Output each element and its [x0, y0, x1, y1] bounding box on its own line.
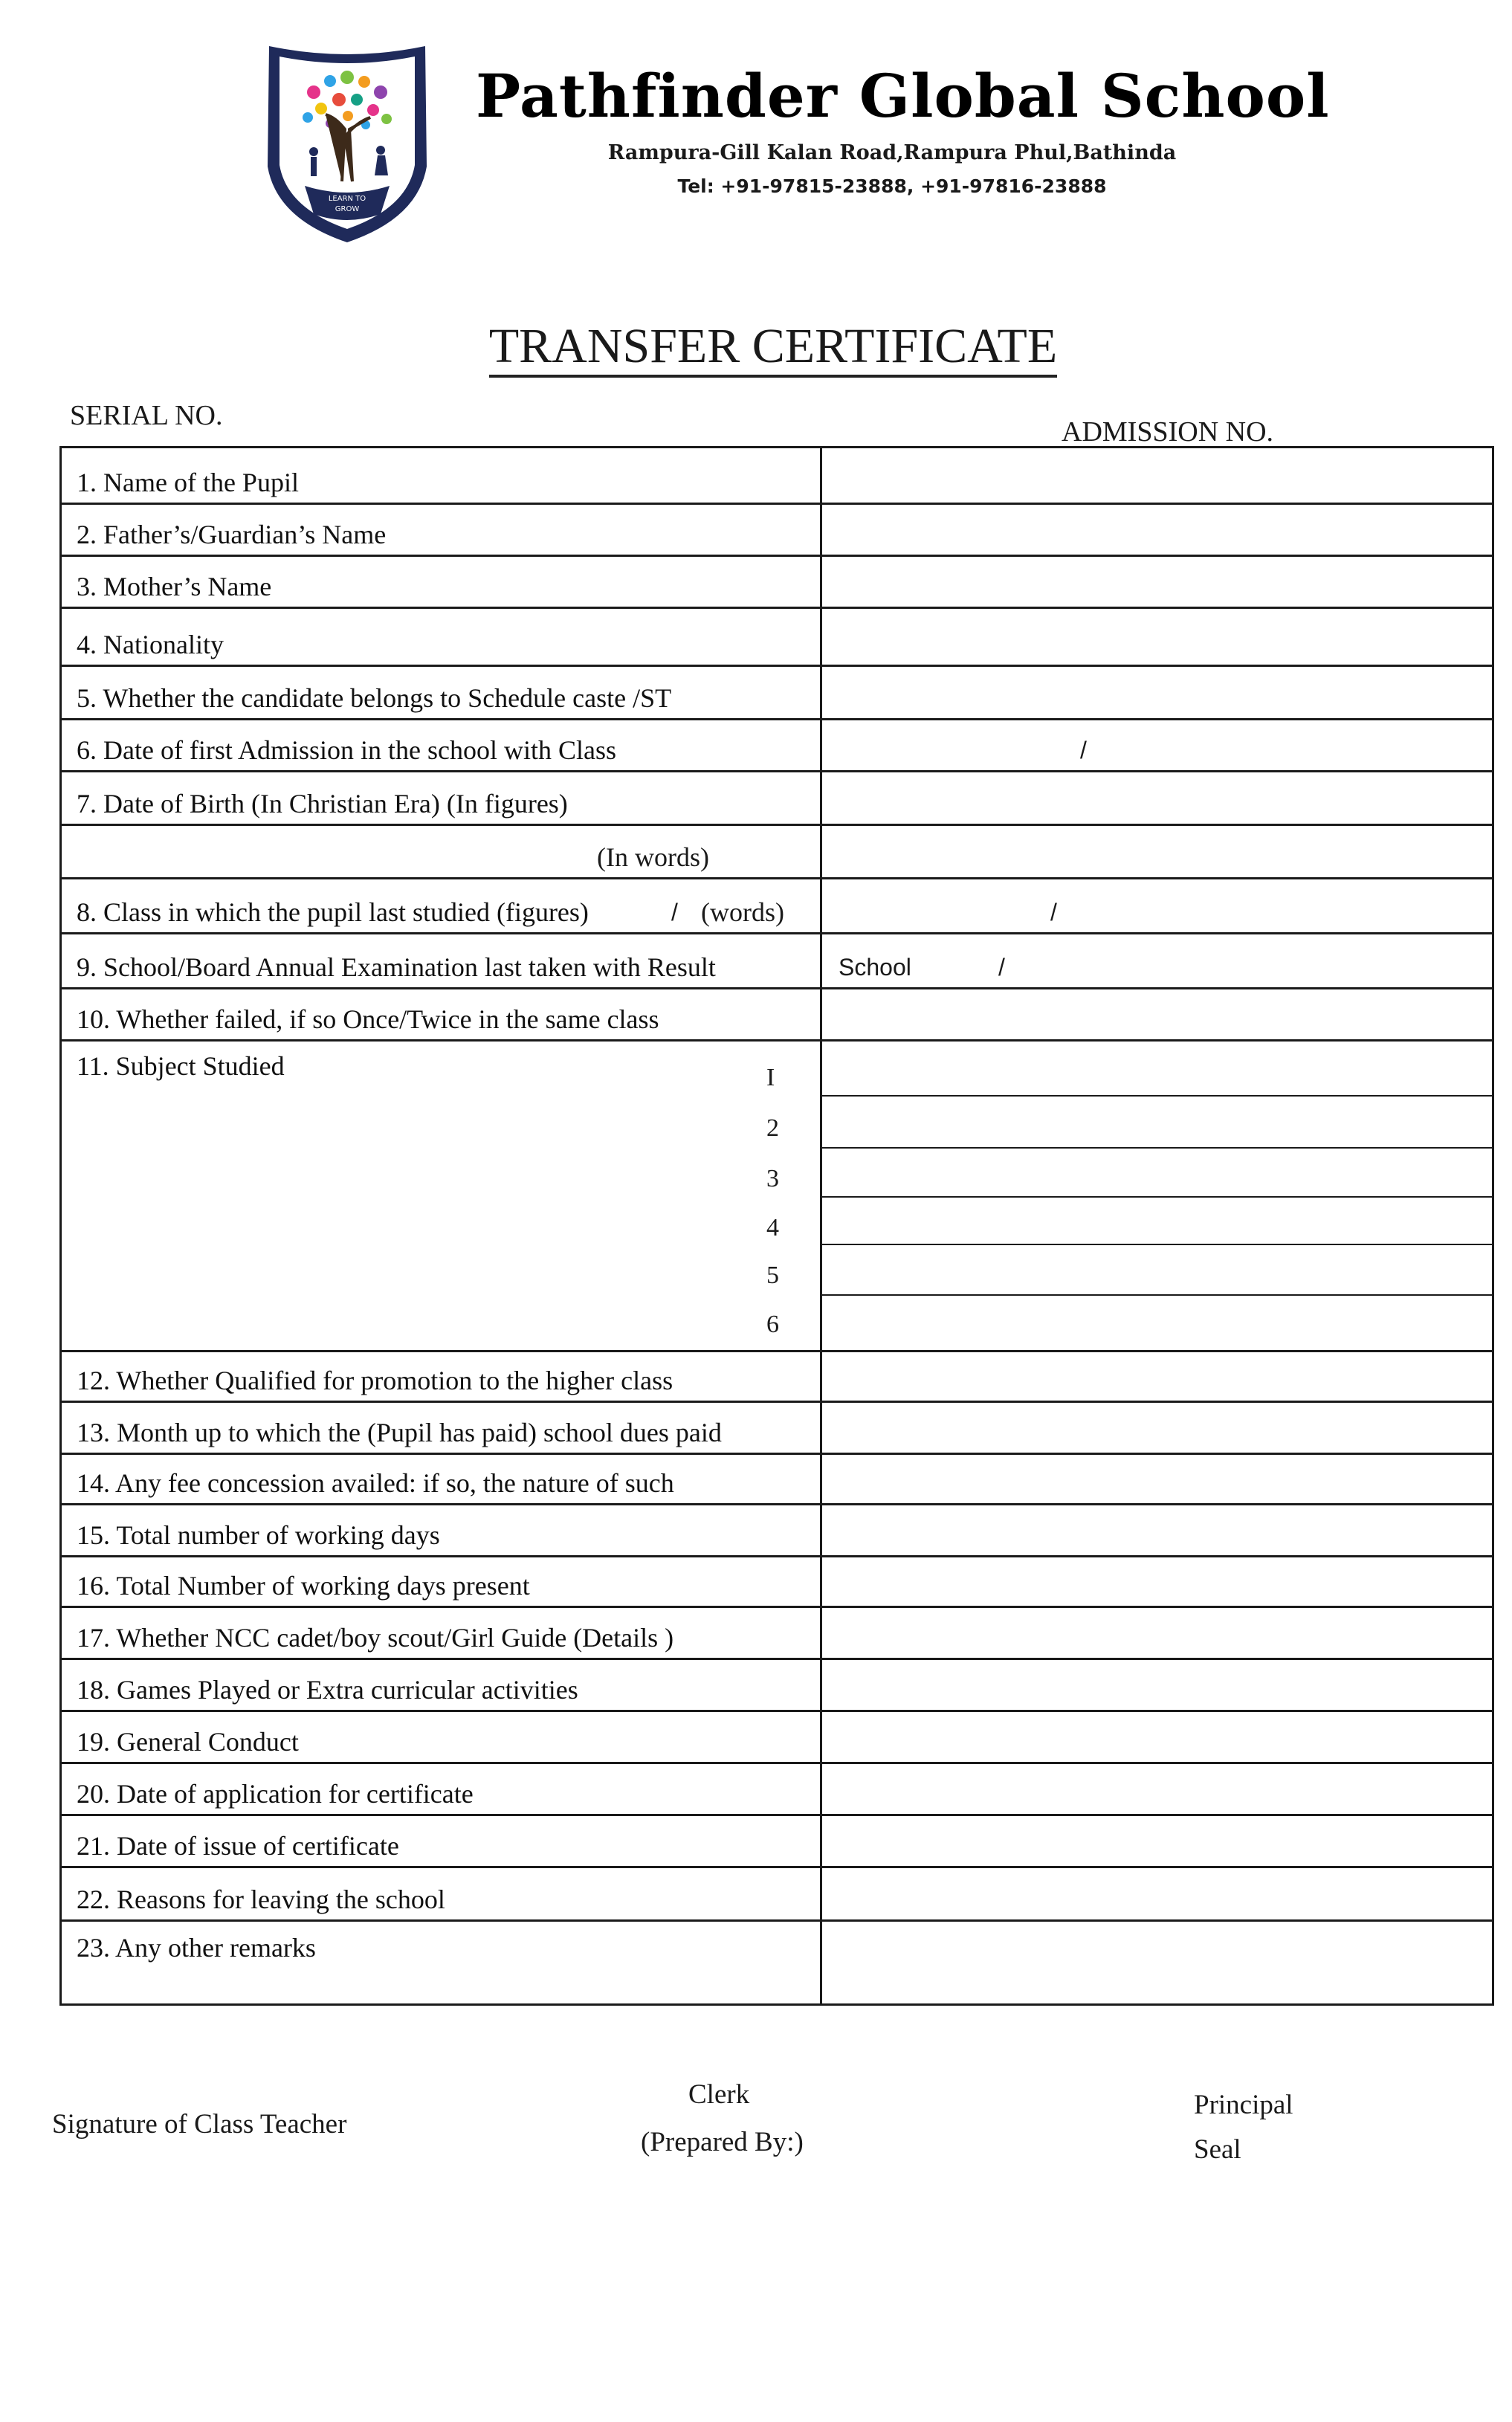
row-last-class: 8. Class in which the pupil last studied (figures) / (words) / [62, 879, 1492, 934]
row-nationality: 4. Nationality [62, 609, 1492, 667]
row-other-remarks: 23. Any other remarks [77, 1933, 316, 1963]
row-fee-concession: 14. Any fee concession availed: if so, the nature of such [62, 1455, 1492, 1505]
svg-text:GROW: GROW [335, 205, 360, 213]
logo-text: LEARN TO [328, 195, 366, 203]
admission-number-label: ADMISSION NO. [1062, 416, 1274, 448]
row-qualified-promotion: 12. Whether Qualified for promotion to the higher class [62, 1352, 1492, 1403]
row-leaving-reasons: 22. Reasons for leaving the school [62, 1868, 1492, 1922]
row-subjects-studied: 11. Subject Studied I 2 3 4 5 6 [62, 1042, 1492, 1352]
row-father-name: 2. Father’s/Guardian’s Name [62, 505, 1492, 557]
row-last-exam: 9. School/Board Annual Examination last taken with Result School / [62, 934, 1492, 989]
row-failed: 10. Whether failed, if so Once/Twice in the same class [62, 989, 1492, 1042]
subject-line [822, 1095, 1492, 1097]
row-games-activities: 18. Games Played or Extra curricular activities [62, 1660, 1492, 1712]
certificate-form-table [59, 446, 1494, 2006]
row-working-days: 15. Total number of working days [62, 1505, 1492, 1557]
school-logo-icon [262, 40, 433, 247]
subject-number: 2 [766, 1114, 779, 1142]
row-ncc-scout: 17. Whether NCC cadet/boy scout/Girl Guide (Details ) [62, 1608, 1492, 1660]
school-name: Pathfinder Global School [476, 61, 1330, 131]
row-general-conduct: 19. General Conduct [62, 1712, 1492, 1764]
row-application-date: 20. Date of application for certificate [62, 1764, 1492, 1816]
subject-line [822, 1196, 1492, 1198]
prepared-by-label: (Prepared By:) [641, 2127, 804, 2157]
serial-number-label: SERIAL NO. [70, 400, 223, 431]
principal-label: Principal [1194, 2090, 1293, 2120]
subject-number: 4 [766, 1214, 779, 1241]
subject-number: I [766, 1064, 775, 1091]
subject-line [822, 1244, 1492, 1245]
row-days-present: 16. Total Number of working days present [62, 1557, 1492, 1608]
school-address: Rampura-Gill Kalan Road,Rampura Phul,Bathinda [607, 141, 1177, 164]
class-teacher-signature: Signature of Class Teacher [52, 2109, 347, 2140]
subject-number: 5 [766, 1262, 779, 1289]
row-caste: 5. Whether the candidate belongs to Schedule caste /ST [62, 667, 1492, 720]
row-dues-paid: 13. Month up to which the (Pupil has paid) school dues paid [62, 1403, 1492, 1455]
school-telephone: Tel: +91-97815-23888, +91-97816-23888 [677, 175, 1107, 197]
row-dob-figures: 7. Date of Birth (In Christian Era) (In figures) [62, 772, 1492, 826]
clerk-label: Clerk [688, 2079, 750, 2110]
row-dob-words: (In words) [62, 826, 1492, 879]
row-mother-name: 3. Mother’s Name [62, 557, 1492, 609]
row-pupil-name: 1. Name of the Pupil [62, 448, 1492, 505]
row-issue-date: 21. Date of issue of certificate [62, 1816, 1492, 1868]
subject-line [822, 1294, 1492, 1296]
row-first-admission: 6. Date of first Admission in the school with Class / [62, 720, 1492, 772]
document-title: TRANSFER CERTIFICATE [476, 318, 1070, 375]
seal-label: Seal [1194, 2134, 1241, 2165]
subject-number: 6 [766, 1311, 779, 1338]
subject-number: 3 [766, 1165, 779, 1192]
subject-line [822, 1147, 1492, 1149]
